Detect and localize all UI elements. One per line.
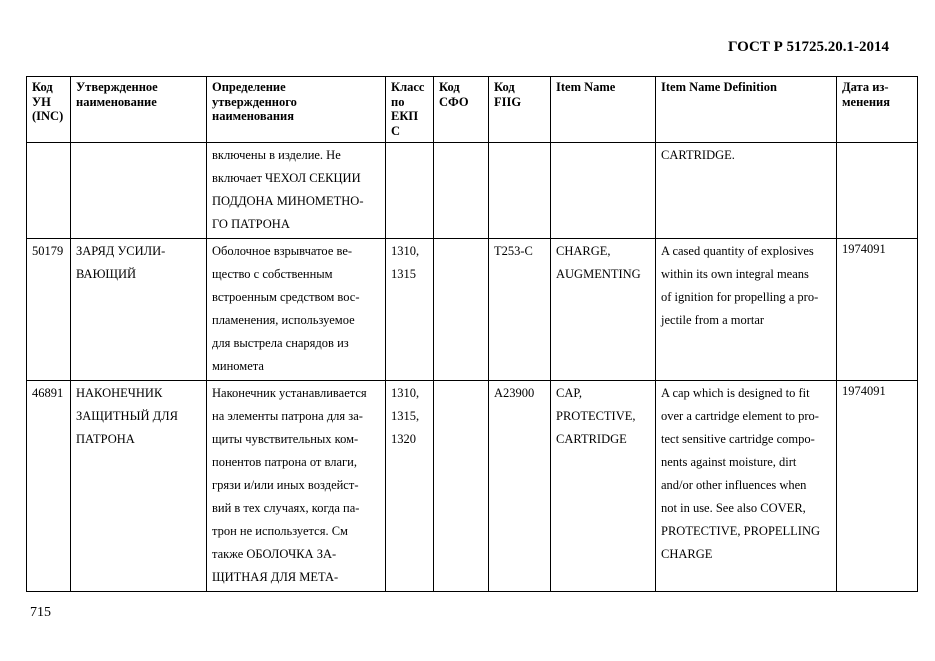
cell-class [386, 143, 434, 239]
text-line: ЩИТНАЯ ДЛЯ МЕТА- [212, 570, 339, 584]
text-line: not in use. See also COVER, [661, 501, 806, 515]
text-line: tect sensitive cartridge compo- [661, 432, 815, 446]
text-line: Дата из- [842, 80, 889, 94]
cell-item-name [551, 143, 656, 239]
text-line: Определение [212, 80, 286, 94]
text-line: СФО [439, 94, 469, 109]
text-line: щиты чувствительных ком- [212, 432, 359, 446]
text-line: Item Name [556, 80, 616, 94]
text-line: утвержденного [212, 94, 297, 109]
text-line: ПОДДОНА МИНОМЕТНО- [212, 194, 364, 208]
table-row [27, 381, 918, 592]
cell-class [386, 381, 434, 592]
page-number: 715 [30, 605, 51, 620]
document-code: ГОСТ Р 51725.20.1-2014 [727, 39, 889, 55]
cell-inc: 46891 [27, 381, 71, 592]
header-item-name-definition [656, 77, 837, 143]
cell-item-name-definition [656, 239, 837, 381]
text-line: для выстрела снарядов из [212, 336, 349, 350]
text-line: миномета [212, 359, 264, 373]
text-line: Утвержденное [76, 80, 158, 94]
text-line: ЕКП [391, 109, 419, 123]
text-line: 1310, [391, 386, 420, 400]
cell-fiig: T253-C [489, 239, 551, 381]
text-line: (INC) [32, 109, 64, 123]
text-line: по [391, 94, 405, 109]
text-line: УН [32, 94, 51, 109]
cell-approved-name [71, 143, 207, 239]
text-line: на элементы патрона для за- [212, 409, 363, 423]
cell-definition [207, 239, 386, 381]
text-line: AUGMENTING [556, 267, 641, 281]
text-line: включает ЧЕХОЛ СЕКЦИИ [212, 171, 361, 185]
cell-approved-name [71, 381, 207, 592]
text-line: ЗАЩИТНЫЙ ДЛЯ [76, 409, 178, 423]
text-line: FIIG [494, 94, 522, 109]
text-line: пламенения, используемое [212, 313, 355, 327]
text-line: CARTRIDGE. [661, 148, 735, 162]
header-change-date [837, 77, 918, 143]
text-line: 1315 [391, 267, 416, 281]
text-line: A cased quantity of explosives [661, 244, 814, 258]
text-line: понентов патрона от влаги, [212, 455, 357, 469]
cell-sfo [434, 381, 489, 592]
text-line: ВАЮЩИЙ [76, 267, 137, 281]
text-line: ЗАРЯД УСИЛИ- [76, 244, 166, 258]
text-line: трон не используется. См [212, 524, 348, 538]
text-line: грязи и/или иных воздейст- [212, 478, 359, 492]
header-definition [207, 77, 386, 143]
text-line: включены в изделие. Не [212, 148, 341, 162]
text-line: 1310, [391, 244, 420, 258]
text-line: of ignition for propelling a pro- [661, 290, 819, 304]
cell-item-name [551, 239, 656, 381]
text-line: PROTECTIVE, PROPELLING [661, 524, 821, 538]
text-line: наименование [76, 94, 157, 109]
text-line: также ОБОЛОЧКА ЗА- [212, 547, 337, 561]
text-line: Item Name Definition [661, 80, 777, 94]
cell-change-date: 1974091 [837, 239, 918, 381]
text-line: A cap which is designed to fit [661, 386, 810, 400]
header-item-name [551, 77, 656, 143]
text-line: С [391, 123, 401, 138]
text-line: CHARGE [661, 547, 713, 561]
cell-fiig [489, 143, 551, 239]
cell-change-date [837, 143, 918, 239]
table-header-row [27, 77, 918, 143]
text-line: щество с собственным [212, 267, 333, 281]
header-fiig [489, 77, 551, 143]
text-line: over a cartridge element to pro- [661, 409, 819, 423]
text-line: PROTECTIVE, [556, 409, 636, 423]
cell-definition [207, 143, 386, 239]
header-approved-name [71, 77, 207, 143]
text-line: вий в тех случаях, когда па- [212, 501, 360, 515]
text-line: within its own integral means [661, 267, 809, 281]
cell-sfo [434, 239, 489, 381]
cell-sfo [434, 143, 489, 239]
cell-definition [207, 381, 386, 592]
text-line: 1320 [391, 432, 416, 446]
text-line: встроенным средством вос- [212, 290, 360, 304]
cell-fiig: A23900 [489, 381, 551, 592]
text-line: Класс [391, 80, 425, 94]
header-class [386, 77, 434, 143]
text-line: nents against moisture, dirt [661, 455, 797, 469]
text-line: and/or other influences when [661, 478, 807, 492]
text-line: CHARGE, [556, 244, 611, 258]
cell-change-date: 1974091 [837, 381, 918, 592]
text-line: CAP, [556, 386, 583, 400]
cell-inc [27, 143, 71, 239]
text-line: наименования [212, 109, 295, 123]
header-sfo [434, 77, 489, 143]
text-line: CARTRIDGE [556, 432, 627, 446]
text-line: менения [842, 94, 890, 109]
text-line: jectile from a mortar [661, 313, 765, 327]
text-line: Код [494, 80, 515, 94]
text-line: Наконечник устанавливается [212, 386, 367, 400]
text-line: 1315, [391, 409, 420, 423]
cell-class [386, 239, 434, 381]
text-line: Код [32, 80, 53, 94]
cell-item-name-definition [656, 143, 837, 239]
table-row [27, 239, 918, 381]
header-inc [27, 77, 71, 143]
table-row [27, 143, 918, 239]
specification-table [26, 76, 918, 592]
cell-item-name [551, 381, 656, 592]
text-line: ПАТРОНА [76, 432, 135, 446]
text-line: НАКОНЕЧНИК [76, 386, 163, 400]
text-line: Оболочное взрывчатое ве- [212, 244, 353, 258]
cell-inc: 50179 [27, 239, 71, 381]
cell-approved-name [71, 239, 207, 381]
cell-item-name-definition [656, 381, 837, 592]
text-line: Код [439, 80, 460, 94]
text-line: ГО ПАТРОНА [212, 217, 290, 231]
